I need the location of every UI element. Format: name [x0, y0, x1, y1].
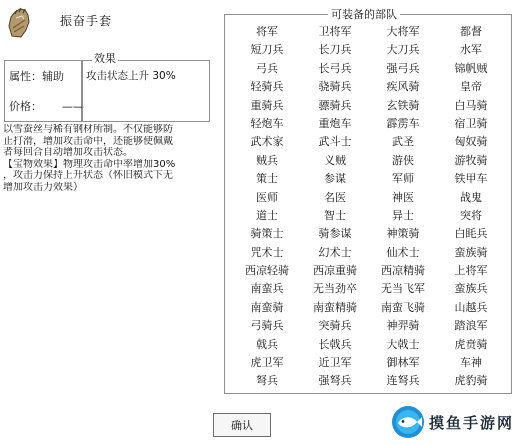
unit-cell: 骠骑兵: [318, 98, 352, 112]
unit-cell: 弩兵: [256, 374, 278, 388]
description-line: ，攻击力保持上升状态（怀旧模式下无: [3, 170, 173, 181]
description-line: 止打滑，增加攻击命中，还能够使佩戴: [3, 135, 173, 147]
unit-cell: 虎卫军: [250, 356, 284, 370]
unit-cell: 山越兵: [454, 300, 488, 314]
unit-cell: 蛮族骑: [454, 245, 488, 259]
unit-cell: 疾风骑: [386, 80, 420, 94]
unit-cell: 南蛮精骑: [313, 300, 357, 314]
unit-cell: 贼兵: [256, 153, 278, 167]
unit-cell: 虎豹骑: [454, 374, 488, 388]
price-row: [9, 98, 84, 114]
unit-cell: 玄铁骑: [386, 98, 420, 112]
unit-cell: 骑策士: [250, 227, 284, 241]
unit-cell: 连弩兵: [386, 374, 420, 388]
attribute-value: 辅助: [42, 70, 64, 83]
unit-cell: 策士: [256, 172, 278, 186]
unit-cell: 卫将军: [318, 25, 352, 38]
price-value: ——: [62, 100, 84, 113]
price-label: 价格：: [9, 100, 42, 113]
unit-cell: 宿卫骑: [454, 116, 488, 130]
unit-cell: 无当飞军: [381, 282, 425, 296]
unit-cell: 近卫军: [318, 356, 352, 370]
unit-cell: 强弓兵: [386, 61, 420, 75]
unit-cell: 神羿骑: [386, 319, 420, 333]
unit-cell: 西凉精骑: [381, 264, 425, 278]
unit-cell: 强弩兵: [318, 374, 352, 388]
attribute-row: [9, 68, 64, 84]
unit-cell: 南蛮骑: [250, 300, 284, 314]
unit-cell: 铁甲车: [454, 172, 488, 186]
description-line: 增加攻击力效果）: [3, 181, 83, 193]
unit-cell: 轻炮车: [250, 116, 284, 130]
unit-cell: 戟兵: [256, 337, 278, 351]
unit-cell: 名医: [324, 190, 346, 204]
item-description: [3, 124, 215, 193]
unit-cell: 踏浪军: [454, 319, 488, 333]
unit-cell: 都督: [460, 25, 482, 38]
unit-cell: 蛮族兵: [454, 282, 488, 296]
unit-cell: 西凉轻骑: [245, 264, 289, 278]
unit-cell: 轻骑兵: [250, 80, 284, 94]
unit-cell: 武圣: [392, 135, 414, 149]
effect-text: 攻击状态上升 30%: [86, 70, 176, 82]
attribute-box: [4, 60, 82, 122]
description-line: 以雪蚕丝与稀有钢材所制。不仅能够防: [3, 124, 173, 135]
unit-cell: 大刀兵: [386, 43, 420, 57]
unit-cell: 医师: [256, 190, 278, 204]
unit-cell: 车神: [460, 356, 482, 370]
unit-cell: 将军: [256, 25, 278, 38]
unit-cell: 突骑兵: [318, 319, 352, 333]
fish-logo-icon: [391, 405, 425, 439]
unit-cell: 异士: [392, 208, 414, 222]
effect-box: [82, 60, 210, 122]
effect-title: 效果: [94, 52, 116, 65]
unit-cell: 道士: [256, 208, 278, 222]
unit-cell: 西凉重骑: [313, 264, 357, 278]
unit-cell: 战鬼: [460, 190, 482, 204]
unit-cell: 游牧骑: [454, 153, 488, 167]
unit-cell: 突将: [460, 208, 482, 222]
unit-cell: 仙术士: [386, 245, 420, 259]
unit-cell: 霹雳车: [386, 116, 420, 130]
attribute-label: 属性：: [9, 70, 42, 83]
unit-cell: 武斗士: [318, 135, 352, 149]
unit-cell: 弓骑兵: [250, 319, 284, 333]
unit-cell: 大将军: [386, 25, 420, 38]
item-info-panel: [0, 0, 218, 445]
unit-cell: 弓兵: [256, 61, 278, 75]
unit-cell: 智士: [324, 208, 346, 222]
unit-cell: 武术家: [250, 135, 284, 149]
confirm-button[interactable]: 确认: [213, 413, 271, 437]
description-line: 者每回合自动增加攻击状态。: [3, 147, 133, 158]
watermark: [391, 405, 514, 439]
unit-cell: 咒术士: [250, 245, 284, 259]
equippable-units-group: [224, 14, 512, 394]
unit-cell: 重炮车: [318, 116, 352, 130]
units-grid: [233, 23, 505, 391]
unit-cell: 骁骑兵: [318, 80, 352, 94]
unit-cell: 白眊兵: [454, 227, 488, 241]
unit-cell: 上将军: [454, 264, 488, 278]
unit-cell: 南蛮飞骑: [381, 300, 425, 314]
unit-cell: 幻术士: [318, 245, 352, 259]
unit-cell: 神策骑: [386, 227, 420, 241]
unit-cell: 长戟兵: [318, 337, 352, 351]
unit-cell: 重骑兵: [250, 98, 284, 112]
item-name: 振奋手套: [60, 14, 113, 28]
description-line: 【宝物效果】物理攻击命中率增加30%: [3, 158, 176, 170]
unit-cell: 长弓兵: [318, 61, 352, 75]
unit-cell: 匈奴骑: [454, 135, 488, 149]
unit-cell: 锦帆贼: [454, 61, 488, 75]
unit-cell: 长刀兵: [318, 43, 352, 57]
unit-cell: 南蛮兵: [250, 282, 284, 296]
glove-icon: [6, 6, 32, 40]
unit-cell: 无当劲卒: [313, 282, 357, 296]
unit-cell: 短刀兵: [250, 43, 284, 57]
watermark-text: 摸鱼手游网: [428, 413, 514, 432]
unit-cell: 御林军: [386, 356, 420, 370]
unit-cell: 皇帝: [460, 80, 482, 94]
units-group-title: 可装备的部队: [328, 6, 400, 22]
unit-cell: 大戟士: [386, 337, 420, 351]
unit-cell: 义贼: [324, 153, 346, 167]
unit-cell: 神医: [392, 190, 414, 204]
unit-cell: 参谋: [324, 172, 346, 186]
unit-cell: 虎贲骑: [454, 337, 488, 351]
unit-cell: 骑参谋: [318, 227, 352, 241]
unit-cell: 水军: [460, 43, 482, 57]
unit-cell: 军师: [392, 172, 414, 186]
unit-cell: 白马骑: [454, 98, 488, 112]
unit-cell: 游侠: [392, 153, 414, 167]
